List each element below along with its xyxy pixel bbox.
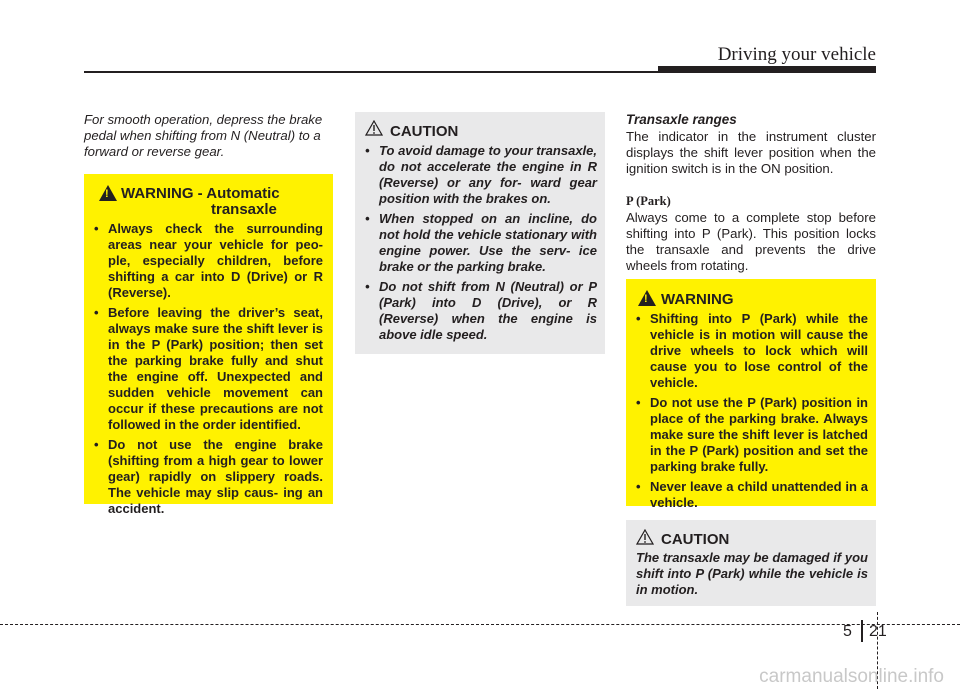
intro-paragraph: For smooth operation, depress the brake pedal when shifting from N (Neutral) to a forward or reverse gear. <box>84 112 323 159</box>
warning-automatic-list <box>94 221 323 521</box>
park-paragraph: Always come to a complete stop before shifting into P (Park). This position locks the transaxle and prevents the drive wheels from rotating. <box>626 210 876 273</box>
page-number: 21 <box>869 623 887 640</box>
warning-triangle-icon <box>99 185 117 201</box>
transaxle-ranges-paragraph: The indicator in the instrument cluster displays the shift lever position when the ignition switch is in the ON position. <box>626 129 876 176</box>
list-item: • Never leave a child unattended in a vehicle. <box>636 479 868 510</box>
warning-park-list <box>636 311 868 515</box>
list-item: • To avoid damage to your transaxle, do not accelerate the engine in R (Reverse) or any for- ward gear position with the brakes on. <box>365 143 597 206</box>
list-item: • Do not use the engine brake (shifting from a high gear to lower gear) rapidly on slippery roads. The vehicle may slip caus- ing an accident. <box>94 437 323 516</box>
header-rule-thick <box>658 66 876 73</box>
warning-triangle-icon <box>638 290 656 306</box>
caution-bottom-title: CAUTION <box>661 531 730 548</box>
page-section-number: 5 <box>843 623 852 640</box>
list-item: • Do not use the P (Park) position in place of the parking brake. Always make sure the shift lever is latched in the P (Park) position and set the parking brake fully. <box>636 395 868 474</box>
watermark: carmanualsonline.info <box>759 666 944 687</box>
list-item: • Shifting into P (Park) while the vehicle is in motion will cause the drive wheels to lock which will cause you to lose control of the vehicle. <box>636 311 868 390</box>
warning-automatic-title: WARNING - Automatic <box>121 185 280 202</box>
list-item: • Always check the surrounding areas near your vehicle for peo- ple, especially children, before shifting a car into D (Drive) or R (Reverse). <box>94 221 323 300</box>
warning-park-box <box>626 279 876 510</box>
caution-bottom-box <box>626 520 876 606</box>
header-rule-thin <box>84 71 658 73</box>
caution-top-title: CAUTION <box>390 123 459 140</box>
list-item: • Do not shift from N (Neutral) or P (Park) into D (Drive), or R (Reverse) when the engine is above idle speed. <box>365 279 597 342</box>
list-item: • Before leaving the driver’s seat, always make sure the shift lever is in the P (Park) position; then set the parking brake fully and shut the engine off. Unexpected and sudden vehicle movement can occur if these precautions are not followed in the order identified. <box>94 305 323 432</box>
caution-top-list <box>365 143 597 347</box>
warning-automatic-title-line2: transaxle <box>211 201 277 218</box>
caution-bottom-text: The transaxle may be damaged if you shift into P (Park) while the vehicle is in motion. <box>636 550 868 597</box>
caution-top-box <box>355 112 605 354</box>
warning-automatic-box <box>84 174 333 516</box>
footer-dashed-rule <box>0 624 960 625</box>
list-item: • When stopped on an incline, do not hold the vehicle stationary with engine power. Use the serv- ice brake or the parking brake. <box>365 211 597 274</box>
park-heading: P (Park) <box>626 194 671 208</box>
caution-triangle-icon <box>365 120 383 136</box>
header-title: Driving your vehicle <box>717 44 876 65</box>
warning-park-title: WARNING <box>661 291 734 308</box>
page-number-divider <box>861 620 863 642</box>
transaxle-ranges-heading: Transaxle ranges <box>626 112 737 127</box>
caution-triangle-icon <box>636 529 654 545</box>
